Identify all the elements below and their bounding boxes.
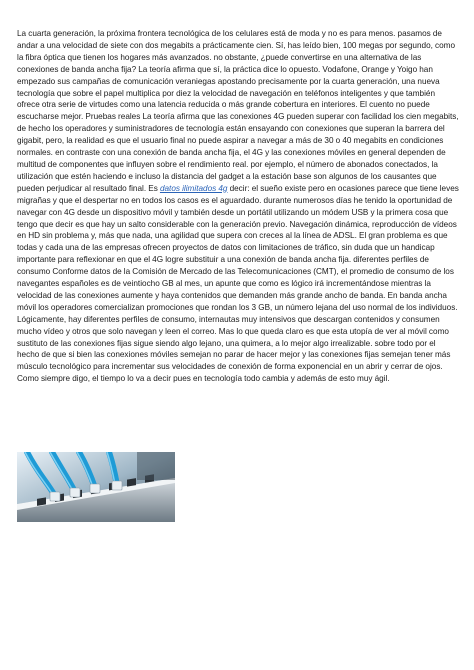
article-text-part-2: decir: el sueño existe pero en ocasiones parece que tiene leves migrañas y que el despertar no en todos los casos es el aguardado. durante numerosos días he tenido la oportunidad de navegar con 4G desde un dispositivo móvil y también desde un portátil utilizando un módem USB y la primera cosa que tengo que decir es que hay un salto considerable con la generación previo. Navegación dinámica, reproducción de vídeos en HD sin problema y, más que nada, una agilidad que supera con creces al la línea de ADSL. El gran problema es que todas y cada una de las empresas ofrecen proyectos de datos con limitaciones de tráfico, sin duda que un handicap importante para reflexionar en que el 4G logre substituir a una conexión de banda ancha fija. diferentes perfiles de consumo Conforme datos de la Comisión de Mercado de las Telecomunicaciones (CMT), el promedio de consumo de los navegantes españoles es de veintiocho GB al mes, un apunte que como es lógico irá incrementándose mientras la velocidad de las conexiones aumente y haya contenidos que demanden más grande ancho de banda. En banda ancha móvil los operadores comercializan promociones que rondan los 3 GB, un número lejana del uso normal de los individuos. Lógicamente, hay diferentes perfiles de consumo, internautas muy intensivos que descargan contenidos y consumen mucho vídeo y otros que solo navegan y leen el correo. Mas lo que queda claro es que esta utopía de ver al móvil como sustituto de las conexiones fijas sigue siendo algo lejano, una quimera, a lo mejor algo irrealizable. sobre todo por el hecho de que si bien las conexiones móviles semejan no parar de hacer mejor y las conexiones fijas semejan tener más músculo tecnológico para incrementar sus velocidades de conexión de forma exponencial en un abrir y cerrar de ojos. Como siempre digo, el tiempo lo va a decir pues en tecnología todo cambia y además de esto muy ágil. [17,183,459,384]
article-text-part-1: La cuarta generación, la próxima frontera tecnológica de los celulares está de moda y no es para menos. pasamos de andar a una velocidad de siete con dos megabits a prácticamente cien. Sí, has leído bien, 100 megas por segundo, como la fibra óptica que tienen los hogares más avanzados. no obstante, ¿puede convertirse en una alternativa de las conexiones de banda ancha fija? La teoría afirma que sí, la práctica dice lo opuesto. Vodafone, Orange y Yoigo han empezado sus campañas de comunicación veraniegas apostando precisamente por la cuarta generación, una nueva tecnología que sobre el papel multiplica por diez la velocidad de navegación en teléfonos inteligentes y que también ofrece otra serie de virtudes como una latencia reducida o más grande cobertura en interiores. El cuento no puede escucharse mejor. Pruebas reales La teoría afirma que las conexiones 4G pueden superar con facilidad los cien megabits, de hecho los operadores y suministradores de tecnología están ensayando con conexiones que superan la barrera del gigabit, pero, la realidad es que el usuario final no puede aspirar a navegar a más de 30 o 40 megabits en condiciones normales. en contraste con una conexión de banda ancha fija, el 4G y las conexiones móviles en general dependen de multitud de componentes que influyen sobre el rendimiento real. por ejemplo, el número de abonados conectados, la utilización que estén haciendo e incluso la distancia del gadget a la estación base son algunos de los causantes que pueden perjudicar al resultado final. Es [17,29,459,193]
article-body [17,28,459,385]
ethernet-cables-photo [17,452,175,522]
datos-ilimitados-link[interactable]: datos ilimitados 4g [159,183,228,193]
